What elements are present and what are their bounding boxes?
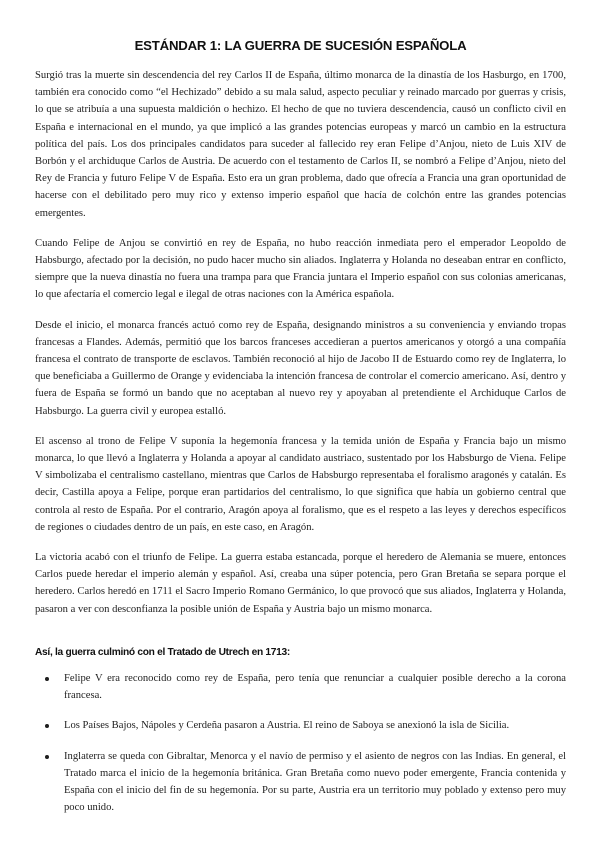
list-item: [35, 670, 566, 704]
paragraph-origin: Surgió tras la muerte sin descendencia del rey Carlos II de España, último monarca de la dinastía de los Hasburgo, en 1700, también era conocido como “el Hechizado” debido a su mala salud, aspecto peculiar y reinado marcado por guerras y crisis, lo que se atribuía a una supuesta maldición o hechizo. El hecho de que no tuviera descendencia, causó un conflicto civil en España e internacional en el mundo, ya que implicó a las grandes potencias europeas y marcó un cambio en la estructura política del país. Los dos principales candidatos para suceder al fallecido rey eran Felipe d’Anjou, nieto de Luis XIV de Borbón y el archiduque Carlos de Austria. De acuerdo con el testamento de Carlos II, se nombró a Felipe d’Anjou, nieto del Rey de Francia y futuro Felipe V de España. Esto era un gran problema, dado que ofrecía a Francia una gran oportunidad de hacerse con el debilitado pero muy rico y extenso imperio español que hacía de colchón entre las grandes potencias emergentes.: [35, 70, 566, 219]
paragraph-hegemony: El ascenso al trono de Felipe V suponía la hegemonía francesa y la temida unión de España y Francia bajo un mismo monarca, lo que llevó a Inglaterra y Holanda a apoyar al candidato austriaco, sustentado por los Habsburgo de Viena. Felipe V simbolizaba el centralismo castellano, mientras que Carlos de Habsburgo representaba el foralismo aragonés y catalán. Es decir, Castilla apoya a Felipe, porque eran partidarios del centralismo, lo que significa que había un gobierno central que controla al resto de España. Por el contrario, Aragón apoya al foralismo, que es el respeto a las leyes y derechos específicos de regiones o ciudades dentro de un país, en este caso, en Aragón.: [35, 435, 566, 533]
bullet-icon: [45, 724, 49, 728]
list-item: [35, 717, 566, 734]
list-item-text: Los Países Bajos, Nápoles y Cerdeña pasaron a Austria. El reino de Saboya se anexionó la isla de Sicilia.: [64, 720, 510, 732]
paragraph-reaction: Cuando Felipe de Anjou se convirtió en rey de España, no hubo reacción inmediata pero el emperador Leopoldo de Habsburgo, afectado por la decisión, no pudo hacer mucho sin aliados. Inglaterra y Holanda no deseaban entrar en conflicto, siempre que la nueva dinastía no fuera una trampa para que Francia juntara el Imperio español con sus colonias americanas, lo que afectaría el comercio legal e ilegal de otras naciones con la América española.: [35, 237, 566, 301]
page-title: ESTÁNDAR 1: LA GUERRA DE SUCESIÓN ESPAÑOLA: [134, 38, 467, 53]
paragraph-french-actions: Desde el inicio, el monarca francés actuó como rey de España, designando ministros a su conveniencia y enviando tropas francesas a Flandes. Además, permitió que los barcos franceses accedieran a puertos americanos y otorgó a una compañía francesa el contrato de transporte de esclavos. También reconoció al hijo de Jacobo II de Estuardo como rey de Inglaterra, lo que beneficiaba a Guillermo de Orange y evidenciaba la intención francesa de controlar el comercio americano. Así, dentro y fuera de España se formó un bando que no aceptaban al nuevo rey y apoyaban al pretendiente el Archiduque Carlos de Habsburgo. La guerra civil y europea estalló.: [35, 319, 566, 417]
treaty-terms-list: [35, 670, 566, 816]
document-page: [35, 38, 566, 829]
bullet-icon: [45, 677, 49, 681]
list-item: [35, 748, 566, 817]
paragraph-victory: La victoria acabó con el triunfo de Felipe. La guerra estaba estancada, porque el heredero de Alemania se muere, entonces Carlos puede heredar el imperio alemán y español. Así, creaba una súper potencia, pero Gran Bretaña se separa porque el heredero. Carlos heredó en 1711 el Sacro Imperio Romano Germánico, lo que provocó que sus aliados, Inglaterra y Holanda, pasaron a ver con desconfianza la posible unión de España y Austria bajo un mismo monarca.: [35, 552, 566, 615]
list-item-text: Inglaterra se queda con Gibraltar, Menorca y el navío de permiso y el asiento de negros con las Indias. En general, el Tratado marca el inicio de la hegemonía británica. Gran Bretaña como nuevo poder emergente, Francia contenida y España con el inicio del fin de su hegemonía. Por su parte, Austria era un territorio muy poblado y extenso pero muy poco unido.: [64, 750, 566, 814]
list-item-text: Felipe V era reconocido como rey de España, pero tenía que renunciar a cualquier posible derecho a la corona francesa.: [64, 672, 566, 702]
bullet-icon: [45, 755, 49, 759]
treaty-subheading: Así, la guerra culminó con el Tratado de Utrech en 1713:: [35, 646, 290, 658]
